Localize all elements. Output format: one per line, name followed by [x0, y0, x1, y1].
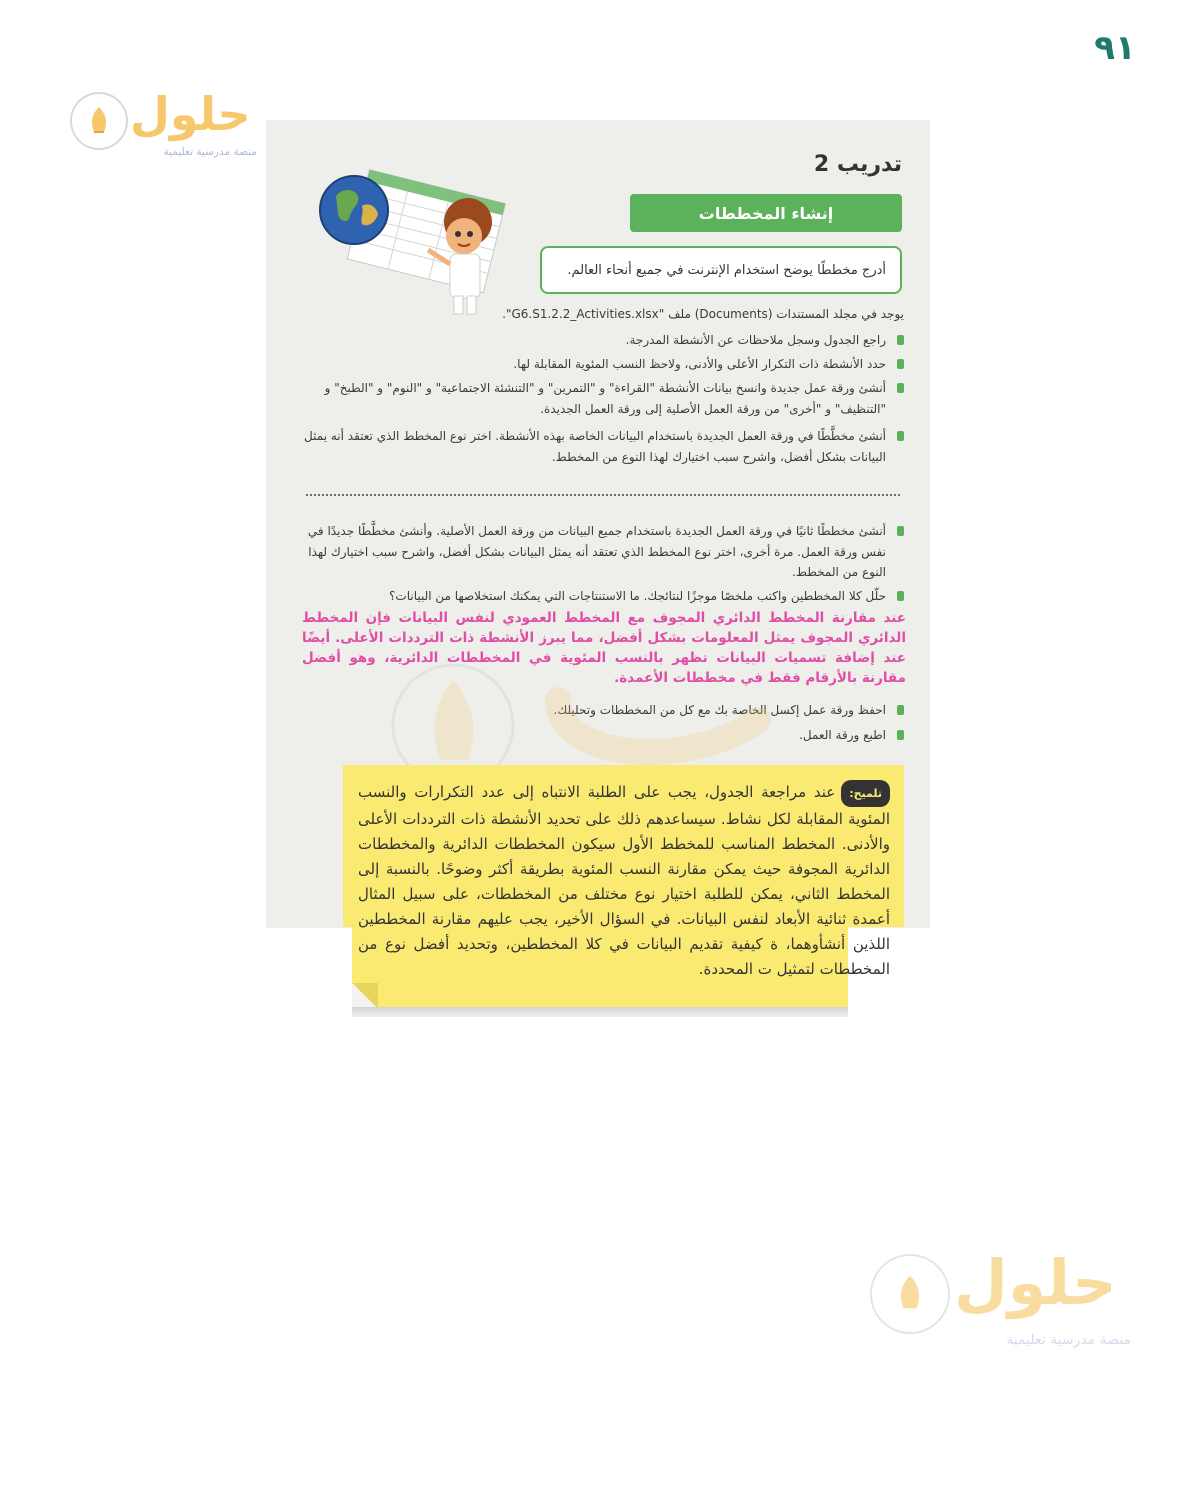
- bullet-icon: [897, 526, 904, 536]
- step-item: [304, 378, 904, 419]
- bullet-icon: [897, 431, 904, 441]
- step-text: حلّل كلا المخططين واكتب ملخصًا موجزًا لنتائجك. ما الاستنتاجات التي يمكنك استخلاصها من البيانات؟: [389, 589, 886, 603]
- logo-emblem-icon: [70, 92, 128, 150]
- globe-icon: [320, 176, 388, 244]
- step-item: [304, 521, 904, 583]
- answer-text: عند مقارنة المخطط الدائري المجوف مع المخطط العمودي لنفس البيانات فإن المخطط الدائري المجوف يمثل المعلومات بشكل أفضل، مما يبرز الأنشطة ذات الترددات الأعلى. أيضًا عند إضافة تسميات البيانات تظهر بالنسب المئوية في المخططات الدائرية، وهو أفضل مقارنة بالأرقام فقط في مخططات الأعمدة.: [302, 610, 906, 686]
- bullet-icon: [897, 359, 904, 369]
- page-curl-icon: [352, 983, 378, 1009]
- step-text: احفظ ورقة عمل إكسل الخاصة بك مع كل من المخططات وتحليلك.: [553, 703, 886, 717]
- step-text: حدد الأنشطة ذات التكرار الأعلى والأدنى، ولاحظ النسب المئوية المقابلة لها.: [513, 357, 886, 371]
- step-text: أنشئ مخطَّطًا في ورقة العمل الجديدة باستخدام البيانات الخاصة بهذه الأنشطة. اختر نوع المخطط الذي تعتقد أنه يمثل البيانات بشكل أفضل، واشرح سبب اختيارك لهذا النوع من المخطط.: [304, 429, 886, 464]
- bullet-icon: [897, 383, 904, 393]
- step-text: أنشئ ورقة عمل جديدة وانسخ بيانات الأنشطة "القراءة" و "التمرين" و "التنشئة الاجتماعية" و "النوم" و "الطبخ" و "التنظيف" و "أخرى" من ورقة العمل الأصلية إلى ورقة العمل الجديدة.: [324, 381, 886, 416]
- logo-tagline: منصة مدرسية تعليمية: [163, 146, 257, 158]
- bullet-icon: [897, 705, 904, 715]
- section-banner: إنشاء المخططات: [630, 194, 902, 232]
- task-text: أدرج مخططًا يوضح استخدام الإنترنت في جميع أنحاء العالم.: [567, 262, 886, 278]
- step-item: [304, 586, 904, 607]
- intro-text: يوجد في مجلد المستندات (Documents) ملف "G6.S1.2.2_Activities.xlsx".: [502, 307, 904, 321]
- step-text: أنشئ مخططًا ثانيًا في ورقة العمل الجديدة باستخدام جميع البيانات من ورقة العمل الأصلية. وأنشئ مخطَّطًا جديدًا في نفس ورقة العمل. مرة أخرى، اختر نوع المخطط الذي تعتقد أنه يمثل البيانات بشكل أفضل، واشرح سبب اختيارك لهذا النوع من المخطط.: [307, 524, 886, 579]
- bullet-icon: [897, 335, 904, 345]
- step-text: اطبع ورقة العمل.: [799, 728, 886, 742]
- exercise-title: تدريب 2: [813, 152, 902, 177]
- logo-emblem-icon: [870, 1254, 950, 1334]
- logo-word: حلول: [954, 1246, 1117, 1319]
- logo-word: حلول: [130, 87, 251, 141]
- tip-text-block: [358, 780, 890, 982]
- page-number: ٩١: [1094, 28, 1136, 68]
- step-item: [304, 330, 904, 351]
- tip-text: عند مراجعة الجدول، يجب على الطلبة الانتباه إلى عدد التكرارات والنسب المئوية المقابلة لكل نشاط. سيساعدهم ذلك على تحديد الأنشطة ذات الترددات الأعلى والأدنى. المخطط المناسب للمخطط الأول سيكون المخططات الدائرية والمخططات الدائرية المجوفة حيث يمكن مقارنة النسب المئوية بطريقة أكثر وضوحًا. بالنسبة إلى المخطط الثاني، يمكن للطلبة اختيار نوع مختلف من المخططات، على سبيل المثال أعمدة ثنائية الأبعاد لنفس البيانات. في السؤال الأخير، يجب عليهم مقارنة المخططين اللذين أنشأوهما، ة كيفية تقديم البيانات في كلا المخططين، وتحديد أفضل نوع من المخططات لتمثيل ت المحددة.: [358, 783, 890, 978]
- tip-badge: تلميح:: [841, 780, 890, 807]
- step-item: [304, 426, 904, 467]
- answer-line: [306, 494, 900, 496]
- step-text: راجع الجدول وسجل ملاحظات عن الأنشطة المدرجة.: [625, 333, 886, 347]
- logo-tagline: منصة مدرسية تعليمية: [1006, 1332, 1131, 1348]
- tip-note-shadow: [352, 1007, 848, 1017]
- task-box: [540, 246, 902, 294]
- step-item: [304, 354, 904, 375]
- logo-bottom: [868, 1240, 1133, 1352]
- bullet-icon: [897, 730, 904, 740]
- bullet-icon: [897, 591, 904, 601]
- logo-top: [68, 82, 263, 166]
- boy-with-globe-illustration: [302, 144, 512, 322]
